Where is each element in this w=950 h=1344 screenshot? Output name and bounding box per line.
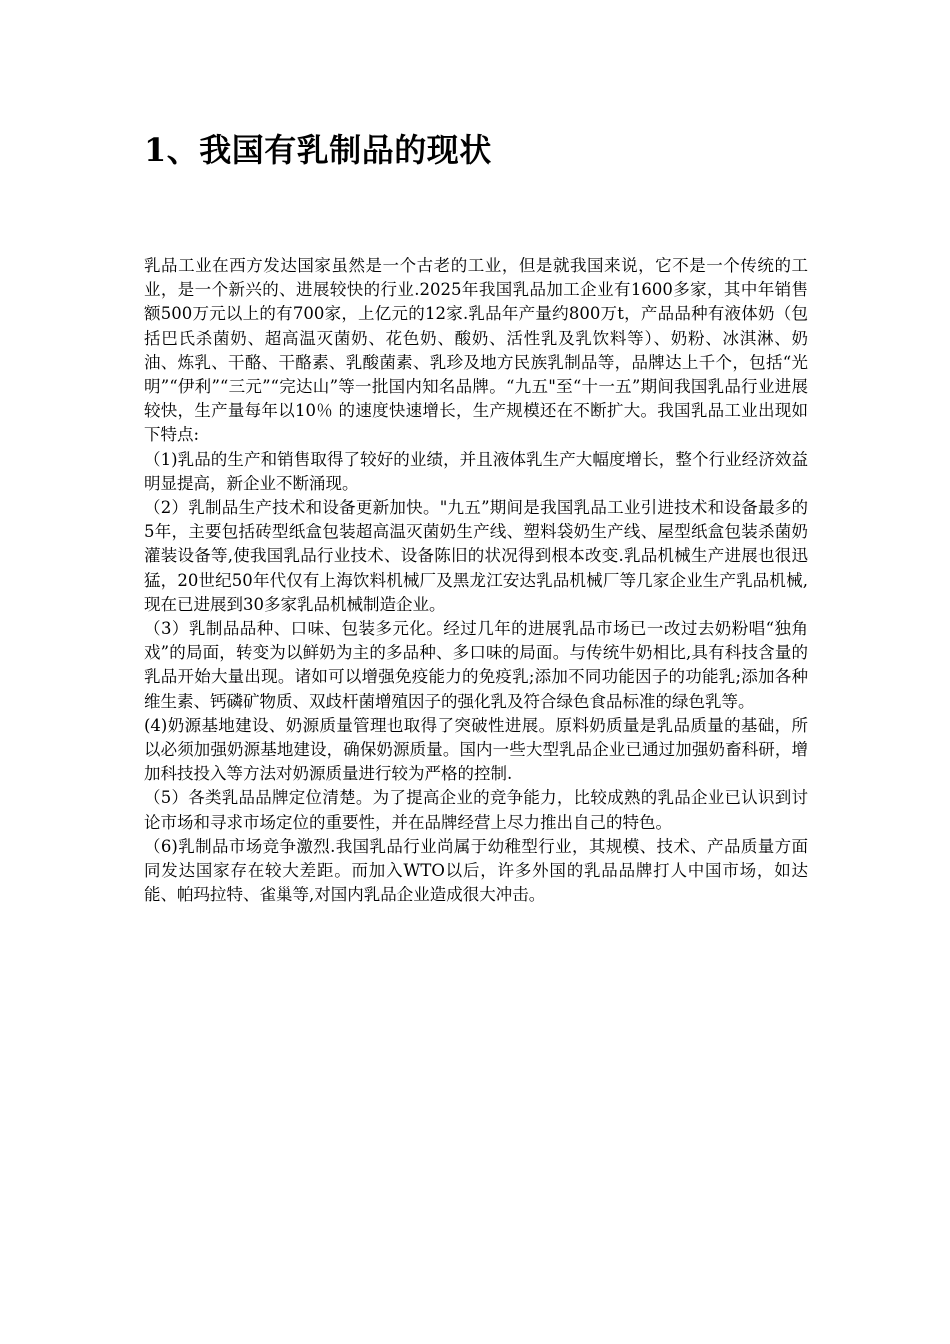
point-4-paragraph: (4)奶源基地建设、奶源质量管理也取得了突破性进展。原料奶质量是乳品质量的基础，所以必须加强奶源基地建设，确保奶源质量。国内一些大型乳品企业已通过加强奶畜科研，增加科技投入等方法对奶源质量进行较为严格的控制. (144, 715, 808, 784)
point-3-paragraph: （3）乳制品品种、口味、包装多元化。经过几年的进展乳品市场已一改过去奶粉唱“独角戏”的局面，转变为以鲜奶为主的多品种、多口味的局面。与传统牛奶相比,具有科技含量的乳品开始大量出现。诸如可以增强免疫能力的免疫乳;添加不同功能因子的功能乳;添加各种维生素、钙磷矿物质、双歧杆菌增殖因子的强化乳及符合绿色食品标准的绿色乳等。 (144, 619, 808, 711)
page-title: 1、我国有乳制品的现状 (144, 131, 492, 169)
point-1-paragraph: （1)乳品的生产和销售取得了较好的业绩，并且液体乳生产大幅度增长，整个行业经济效益明显提高，新企业不断涌现。 (144, 449, 808, 493)
point-6-paragraph: （6)乳制品市场竞争激烈.我国乳品行业尚属于幼稚型行业，其规模、技术、产品质量方面同发达国家存在较大差距。而加入WTO以后，许多外国的乳品品牌打人中国市场，如达能、帕玛拉特、雀巢等,对国内乳品企业造成很大冲击。 (144, 836, 808, 905)
point-5-paragraph: （5）各类乳品品牌定位清楚。为了提高企业的竞争能力，比较成熟的乳品企业已认识到讨论市场和寻求市场定位的重要性，并在品牌经营上尽力推出自己的特色。 (144, 788, 808, 832)
point-2-paragraph: （2）乳制品生产技术和设备更新加快。"九五”期间是我国乳品工业引进技术和设备最多的5年，主要包括砖型纸盒包装超高温灭菌奶生产线、塑料袋奶生产线、屋型纸盒包装杀菌奶灌装设备等,使我国乳品行业技术、设备陈旧的状况得到根本改变.乳品机械生产进展也很迅猛，20世纪50年代仅有上海饮料机械厂及黑龙江安达乳品机械厂等几家企业生产乳品机械,现在已进展到30多家乳品机械制造企业。 (144, 498, 808, 614)
intro-paragraph: 乳品工业在西方发达国家虽然是一个古老的工业，但是就我国来说，它不是一个传统的工业，是一个新兴的、进展较快的行业.2025年我国乳品加工企业有1600多家，其中年销售额500万元以上的有700家，上亿元的12家.乳品年产量约800万t，产品品种有液体奶（包括巴氏杀菌奶、超高温灭菌奶、花色奶、酸奶、活性乳及乳饮料等）、奶粉、冰淇淋、奶油、炼乳、干酪、干酪素、乳酸菌素、乳珍及地方民族乳制品等，品牌达上千个，包括“光明”“伊利”“三元”“完达山”等一批国内知名品牌。“九五"至“十一五”期间我国乳品行业进展较快，生产量每年以10％ 的速度快速增长，生产规模还在不断扩大。我国乳品工业出现如下特点: (144, 256, 808, 445)
document-body (144, 254, 808, 907)
